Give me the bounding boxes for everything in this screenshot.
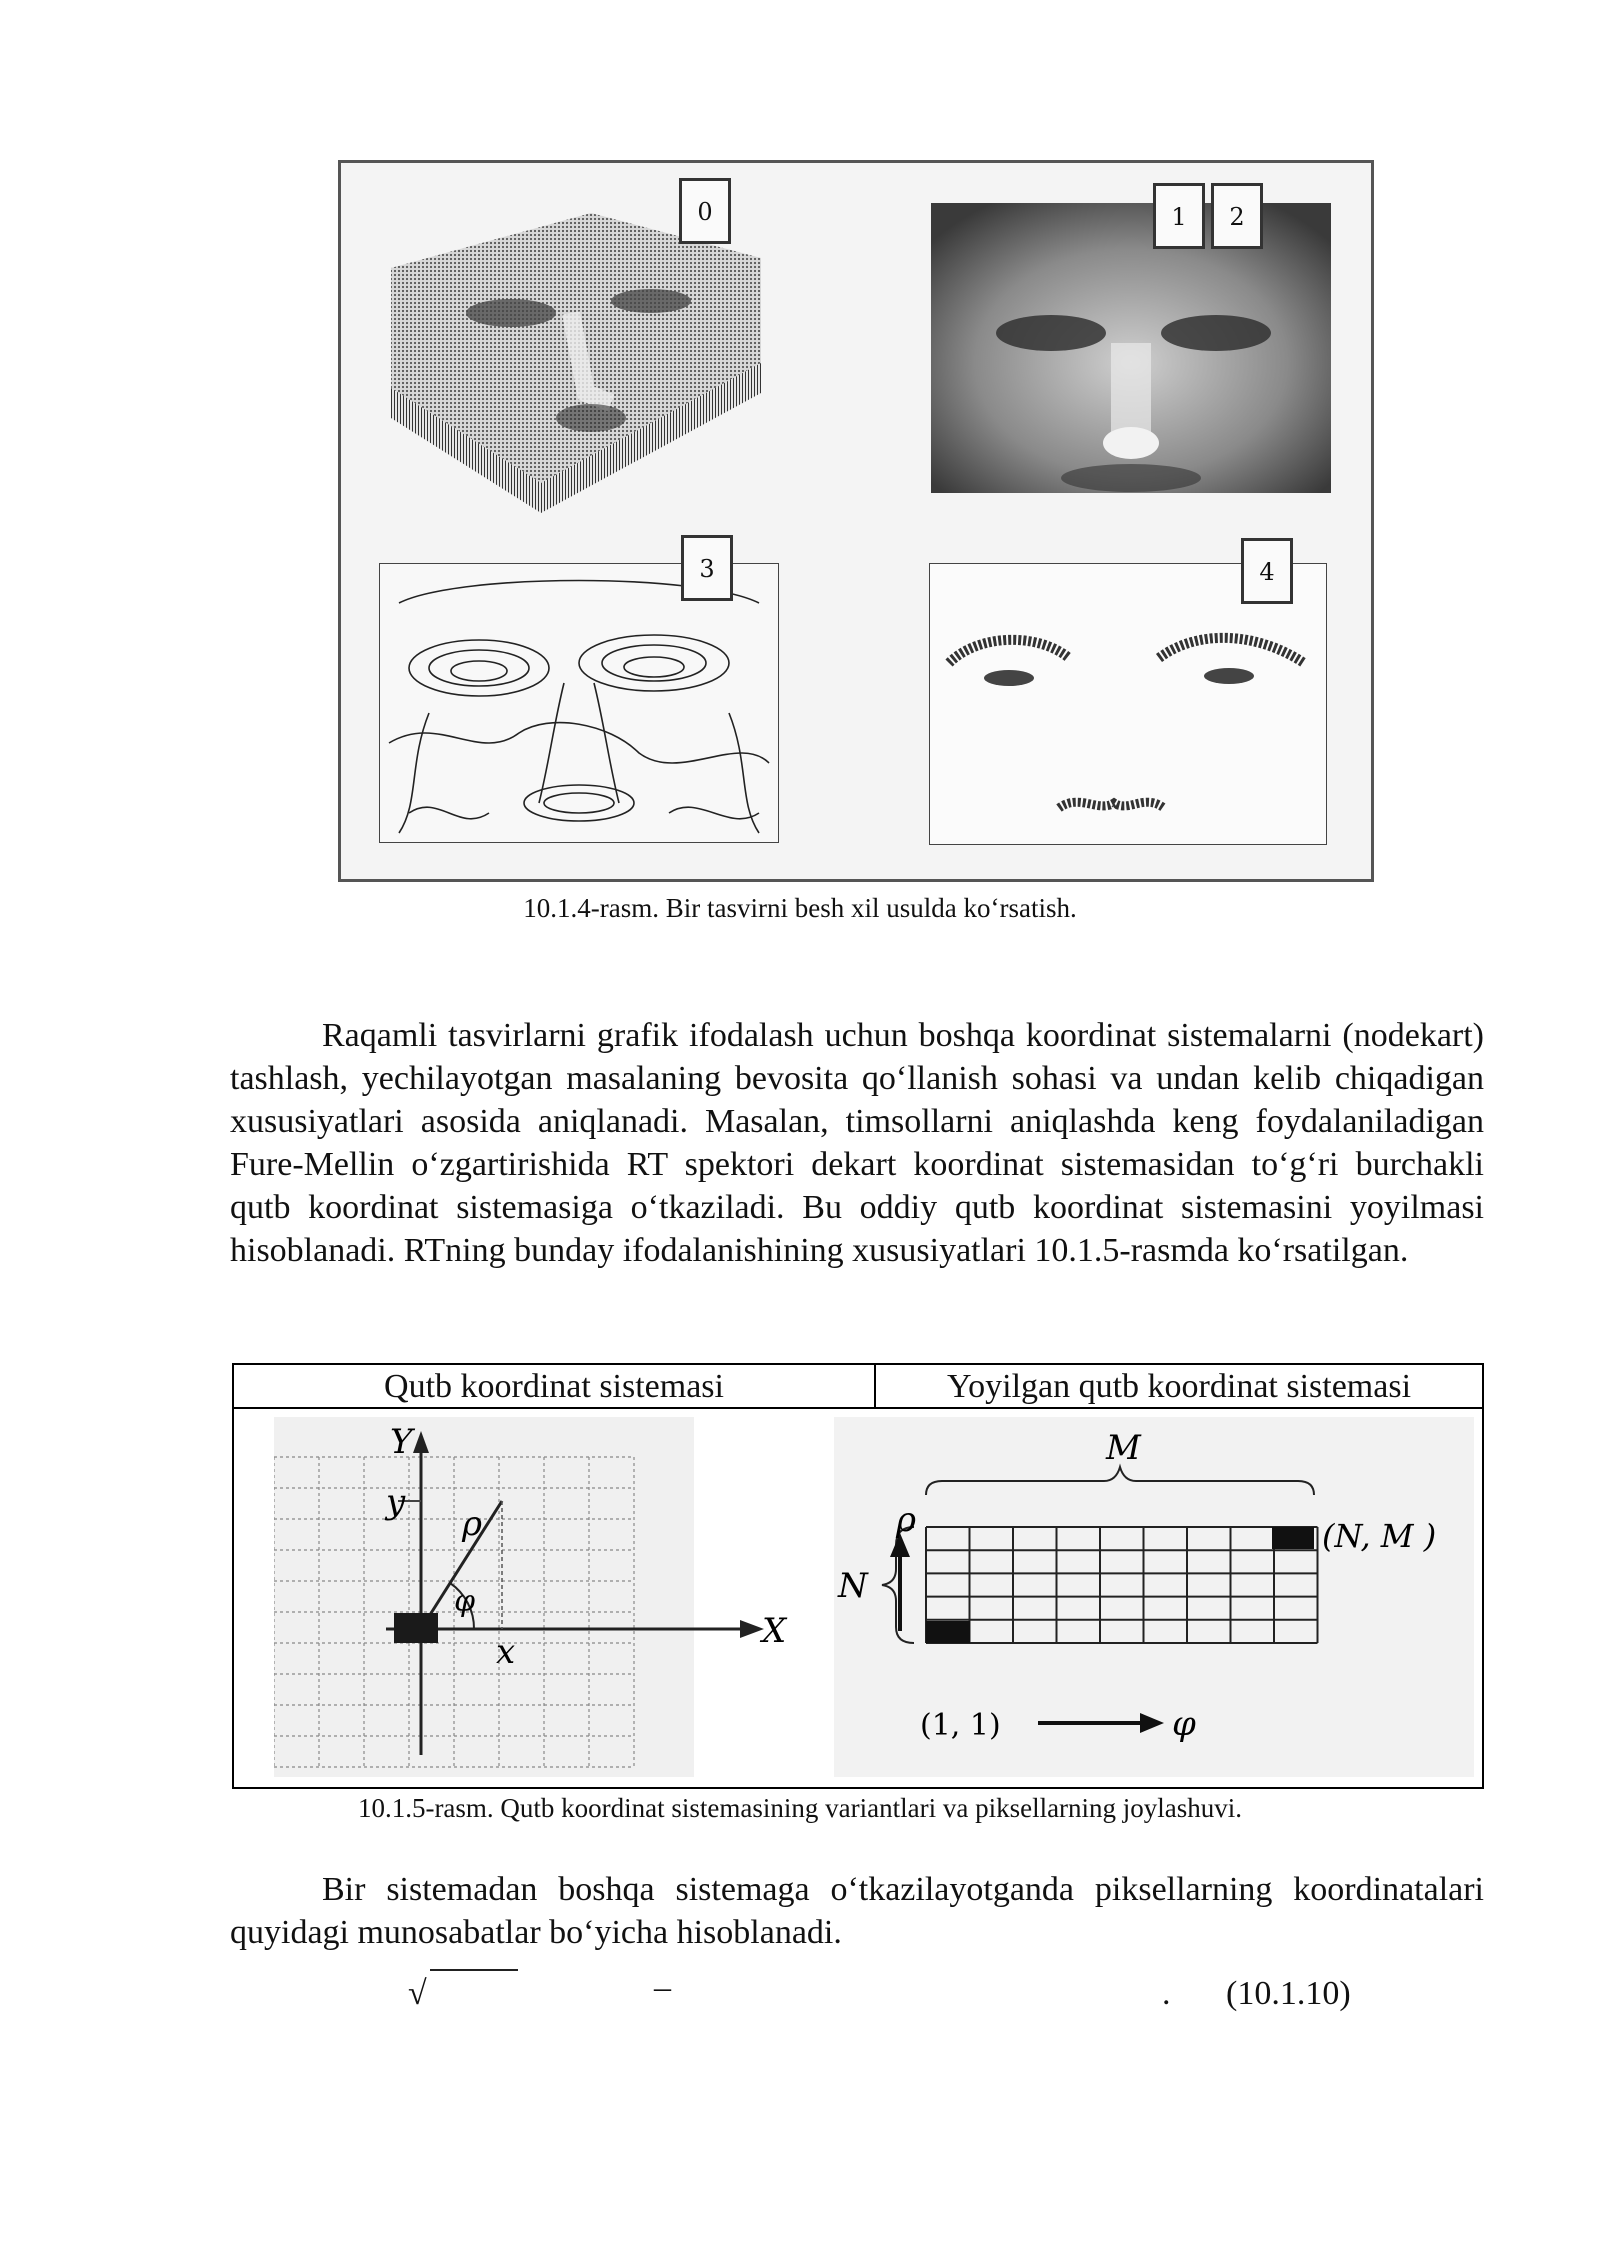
figure-polar-coordinate-table <box>232 1363 1484 1789</box>
label-corner-NM: (N, M ) <box>1322 1517 1437 1555</box>
face-contour-image <box>379 563 779 843</box>
panel-label-4: 4 <box>1241 538 1293 604</box>
figure-face-representations <box>338 160 1374 882</box>
figure2-caption: 10.1.5-rasm. Qutb koordinat sistemasining variantlari va piksellarning joylashuvi. <box>357 1793 1243 1823</box>
label-phi: φ <box>454 1584 476 1619</box>
header-unrolled-polar-system: Yoyilgan qutb koordinat sistemasi <box>876 1365 1482 1409</box>
figure1-caption: 10.1.4-rasm. Bir tasvirni besh xil usulda ko‘rsatish. <box>523 893 1077 923</box>
panel-label-0: 0 <box>679 178 731 244</box>
label-rho-axis: ρ <box>896 1500 916 1540</box>
label-phi-axis: φ <box>1172 1704 1196 1744</box>
label-corner-11: (1, 1) <box>920 1708 1001 1743</box>
sqrt-symbol: √ <box>408 1975 427 2012</box>
label-rho: ρ <box>462 1504 482 1544</box>
formula-dot: . <box>1162 1975 1171 2012</box>
body-paragraph-1: Raqamli tasvirlarni grafik ifodalash uchun boshqa koordinat sistemalarni (nodekart) tashlash, yechilayotgan masalaning bevosita qo‘llanish sohasi va undan kelib chiqadigan xususiyatlari asosida aniqlanadi. Masalan, timsollarni aniqlashda keng foydalaniladigan Fure-Mellin o‘zgartirishida RT spektori dekart koordinat sistemasidan to‘g‘ri burchakli qutb koordinat sistemasiga o‘tkaziladi. Bu oddiy qutb koordinat sistemasini yoyilmasi hisoblanadi. RTning bunday ifodalanishining xususiyatlari 10.1.5-rasmda ko‘rsatilgan. <box>230 1017 1484 1269</box>
unrolled-polar-diagram <box>834 1417 1474 1777</box>
label-N: N <box>838 1566 868 1606</box>
equation-number: (10.1.10) <box>1226 1975 1351 2012</box>
panel-label-1: 1 <box>1153 183 1205 249</box>
label-x: x <box>496 1632 516 1672</box>
axis-label-Y: Y <box>390 1422 413 1462</box>
label-y: y <box>386 1482 406 1522</box>
label-M: M <box>1106 1428 1141 1468</box>
header-polar-system: Qutb koordinat sistemasi <box>234 1365 876 1409</box>
axis-label-X: X <box>762 1611 787 1651</box>
body-paragraph-2: Bir sistemadan boshqa sistemaga o‘tkazilayotganda piksellarning koordinatalari quyidagi munosabatlar bo‘yicha hisoblanadi. <box>230 1871 1484 1951</box>
polar-coordinate-diagram <box>274 1417 814 1777</box>
sqrt-overline <box>430 1969 518 1971</box>
panel-label-2: 2 <box>1211 183 1263 249</box>
face-grayscale-image <box>931 203 1331 493</box>
face-features-image <box>929 563 1327 845</box>
fraction-dash: – <box>654 1969 671 2006</box>
panel-label-3: 3 <box>681 535 733 601</box>
